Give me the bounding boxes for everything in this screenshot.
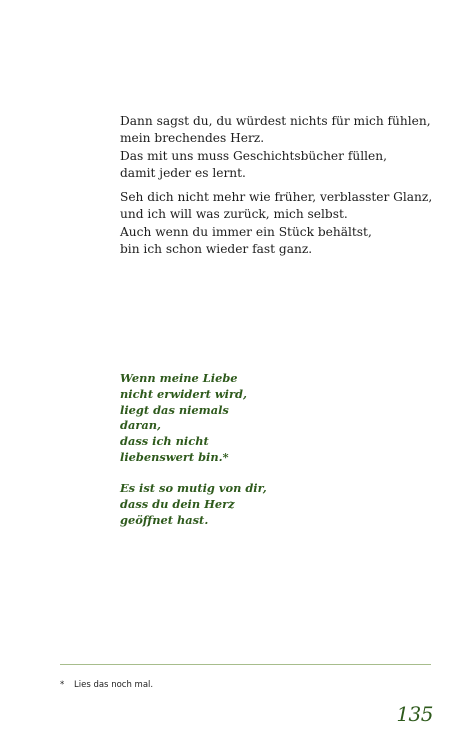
- footnote-marker: *: [60, 680, 65, 690]
- footnote-text: Lies das noch mal.: [74, 680, 154, 690]
- poem-line: Das mit uns muss Geschichtsbücher füllen,: [120, 148, 387, 163]
- highlight-line: liegt das niemals: [120, 402, 229, 417]
- poem-stanza-1: [120, 113, 431, 183]
- highlight-line: liebenswert bin.*: [120, 449, 229, 464]
- poem-line: mein brechendes Herz.: [120, 131, 265, 146]
- highlight-line: daran,: [120, 418, 161, 433]
- poem-line: Dann sagst du, du würdest nichts für mich fühlen,: [120, 114, 431, 128]
- highlight-line: nicht erwidert wird,: [120, 386, 247, 401]
- poem-line: Auch wenn du immer ein Stück behältst,: [120, 224, 372, 239]
- highlight-paragraph-2: [120, 481, 320, 528]
- highlight-paragraph-1: [120, 371, 320, 466]
- footnote: [60, 680, 153, 690]
- poem-stanza-2: [120, 189, 433, 259]
- highlight-line: dass du dein Herz: [120, 496, 235, 511]
- highlight-line: Es ist so mutig von dir,: [120, 481, 267, 495]
- highlight-line: Wenn meine Liebe: [120, 371, 238, 385]
- footnote-divider: [60, 664, 431, 665]
- page-number: 135: [396, 702, 433, 726]
- poem-line: und ich will was zurück, mich selbst.: [120, 207, 348, 222]
- poem-line: Seh dich nicht mehr wie früher, verblasster Glanz,: [120, 190, 433, 204]
- poem-line: bin ich schon wieder fast ganz.: [120, 242, 313, 257]
- highlight-line: geöffnet hast.: [120, 512, 209, 527]
- poem-line: damit jeder es lernt.: [120, 166, 246, 181]
- highlight-line: dass ich nicht: [120, 434, 209, 449]
